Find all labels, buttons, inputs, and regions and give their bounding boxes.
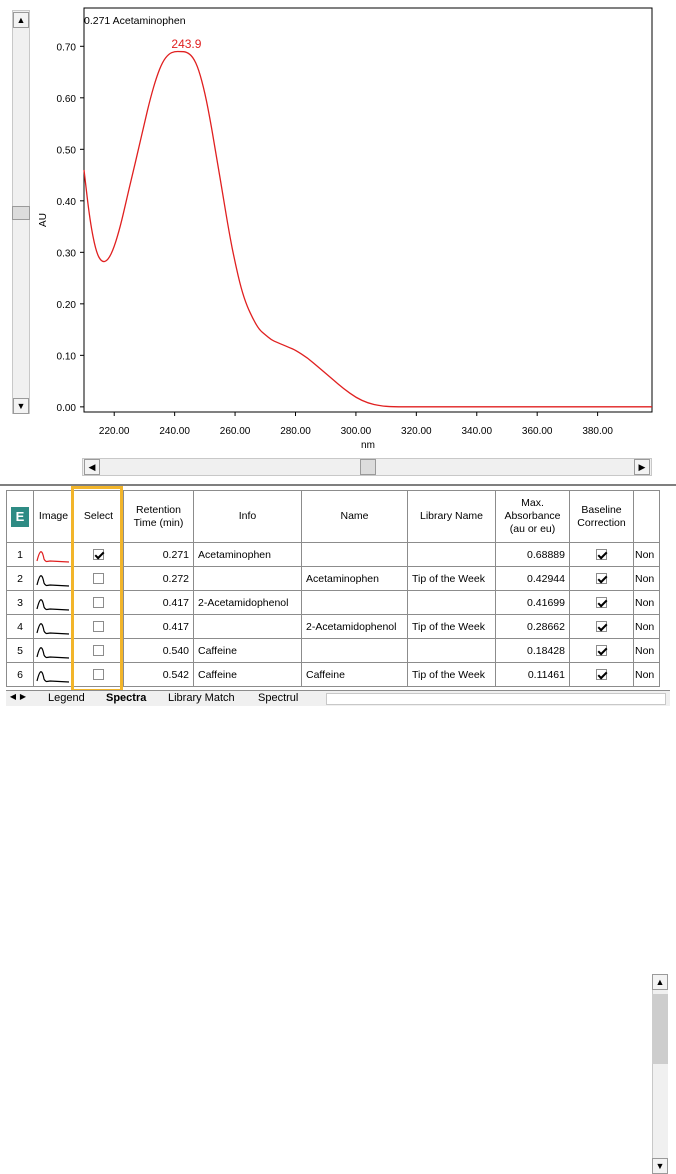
retention-time-cell: 0.540	[124, 639, 194, 663]
x-tick-label: 380.00	[582, 426, 613, 437]
grid-vertical-scroll-thumb[interactable]	[652, 994, 668, 1064]
name-cell	[302, 543, 408, 567]
baseline-correction-cell[interactable]	[570, 663, 634, 687]
name-cell	[302, 639, 408, 663]
y-tick-label: 0.00	[56, 402, 76, 414]
baseline-checkbox[interactable]	[596, 621, 607, 632]
max-absorbance-cell: 0.11461	[496, 663, 570, 687]
table-row[interactable]	[7, 567, 660, 591]
empower-logo-icon: E	[11, 507, 29, 527]
baseline-correction-cell[interactable]	[570, 591, 634, 615]
column-header-baseline-correction[interactable]: Baseline Correction	[570, 491, 634, 543]
x-tick-label: 360.00	[521, 426, 553, 437]
x-tick-label: 260.00	[219, 426, 251, 437]
retention-time-cell: 0.417	[124, 615, 194, 639]
spectrum-thumbnail-icon	[36, 617, 70, 637]
retention-time-cell: 0.417	[124, 591, 194, 615]
extra-cell: Non	[634, 663, 660, 687]
column-header-retention-time[interactable]: Retention Time (min)	[124, 491, 194, 543]
scroll-right-icon[interactable]: ▶	[634, 459, 650, 475]
y-tick-label: 0.50	[56, 145, 76, 157]
table-row[interactable]	[7, 639, 660, 663]
library-name-cell: Tip of the Week	[408, 615, 496, 639]
max-absorbance-cell: 0.18428	[496, 639, 570, 663]
tab-legend[interactable]: Legend	[48, 692, 85, 704]
column-header-info[interactable]: Info	[194, 491, 302, 543]
select-checkbox-cell[interactable]	[74, 543, 124, 567]
column-header-extra[interactable]	[634, 491, 660, 543]
y-axis-label: AU	[38, 213, 49, 227]
peak-label: 243.9	[171, 36, 202, 51]
chart-series	[84, 52, 652, 407]
row-number[interactable]: 5	[7, 639, 34, 663]
table-row[interactable]	[7, 615, 660, 639]
baseline-correction-cell[interactable]	[570, 639, 634, 663]
info-cell: Caffeine	[194, 639, 302, 663]
max-absorbance-cell: 0.28662	[496, 615, 570, 639]
name-cell	[302, 591, 408, 615]
plot-frame	[84, 8, 652, 412]
extra-cell: Non	[634, 543, 660, 567]
tab-next-icon[interactable]: ▶	[19, 692, 27, 701]
library-name-cell	[408, 639, 496, 663]
tab-spectra[interactable]: Spectra	[106, 692, 147, 704]
spectrum-thumbnail-icon	[36, 545, 70, 565]
row-number[interactable]: 6	[7, 663, 34, 687]
baseline-checkbox[interactable]	[596, 573, 607, 584]
y-tick-label: 0.20	[56, 299, 76, 311]
tab-prev-icon[interactable]: ◀	[9, 692, 17, 701]
spectrum-thumbnail-icon	[36, 593, 70, 613]
spectrum-line	[84, 52, 652, 407]
row-number[interactable]: 4	[7, 615, 34, 639]
tab-spectrum[interactable]: Spectrul	[258, 692, 299, 704]
x-tick-label: 240.00	[159, 426, 190, 437]
spectrum-chart	[0, 0, 676, 484]
library-name-cell: Tip of the Week	[408, 567, 496, 591]
select-checkbox[interactable]	[93, 621, 104, 632]
x-tick-label: 320.00	[401, 426, 432, 437]
chart-title: 0.271 Acetaminophen	[84, 15, 186, 27]
info-cell: 2-Acetamidophenol	[194, 591, 302, 615]
x-tick-label: 300.00	[340, 426, 372, 437]
spectrum-thumbnail[interactable]	[34, 567, 74, 591]
name-cell: Acetaminophen	[302, 567, 408, 591]
select-checkbox[interactable]	[93, 597, 104, 608]
x-tick-label: 220.00	[98, 426, 130, 437]
name-cell: 2-Acetamidophenol	[302, 615, 408, 639]
extra-cell: Non	[634, 615, 660, 639]
table-row[interactable]	[7, 591, 660, 615]
baseline-checkbox[interactable]	[596, 597, 607, 608]
spectrum-thumbnail[interactable]	[34, 591, 74, 615]
table-body	[7, 543, 660, 687]
grid-scroll-up-icon[interactable]: ▲	[652, 974, 668, 990]
spectrum-thumbnail-icon	[36, 641, 70, 661]
chart-axes	[84, 8, 652, 412]
retention-time-cell: 0.271	[124, 543, 194, 567]
spectrum-plot-pane	[0, 0, 676, 484]
table-logo-cell[interactable]	[7, 491, 34, 543]
scroll-left-icon[interactable]: ◀	[84, 459, 100, 475]
spectrum-thumbnail-icon	[36, 569, 70, 589]
select-checkbox[interactable]	[93, 645, 104, 656]
y-tick-label: 0.10	[56, 351, 76, 363]
info-cell	[194, 567, 302, 591]
table-row[interactable]	[7, 663, 660, 687]
y-tick-label: 0.60	[56, 93, 76, 105]
select-checkbox[interactable]	[93, 669, 104, 680]
max-absorbance-cell: 0.42944	[496, 567, 570, 591]
table-row[interactable]	[7, 543, 660, 567]
library-name-cell	[408, 543, 496, 567]
select-checkbox-cell[interactable]	[74, 591, 124, 615]
tab-library-match[interactable]: Library Match	[168, 692, 235, 704]
select-checkbox[interactable]	[93, 549, 104, 560]
extra-cell: Non	[634, 591, 660, 615]
spectrum-thumbnail[interactable]	[34, 543, 74, 567]
spectrum-thumbnail-icon	[36, 665, 70, 685]
plot-vertical-scroll-thumb[interactable]	[12, 206, 30, 220]
x-tick-label: 280.00	[280, 426, 311, 437]
row-number[interactable]: 3	[7, 591, 34, 615]
y-tick-label: 0.30	[56, 248, 76, 260]
library-name-cell: Tip of the Week	[408, 663, 496, 687]
column-header-select[interactable]: Select	[74, 491, 124, 543]
column-header-name[interactable]: Name	[302, 491, 408, 543]
extra-cell: Non	[634, 639, 660, 663]
x-tick-label: 340.00	[461, 426, 493, 437]
baseline-checkbox[interactable]	[596, 669, 607, 680]
select-checkbox-cell[interactable]	[74, 639, 124, 663]
column-header-library-name[interactable]: Library Name	[408, 491, 496, 543]
table-header-row	[7, 491, 660, 543]
info-cell	[194, 615, 302, 639]
scroll-up-icon[interactable]: ▲	[13, 12, 29, 28]
info-cell: Acetaminophen	[194, 543, 302, 567]
row-number[interactable]: 1	[7, 543, 34, 567]
spectra-table	[6, 490, 660, 687]
extra-cell: Non	[634, 567, 660, 591]
library-name-cell	[408, 591, 496, 615]
select-checkbox[interactable]	[93, 573, 104, 584]
baseline-correction-cell[interactable]	[570, 543, 634, 567]
baseline-checkbox[interactable]	[596, 549, 607, 560]
spectra-grid-pane	[0, 484, 676, 1171]
select-checkbox-cell[interactable]	[74, 615, 124, 639]
spectrum-thumbnail[interactable]	[34, 663, 74, 687]
baseline-correction-cell[interactable]	[570, 615, 634, 639]
y-tick-label: 0.70	[56, 42, 76, 54]
baseline-correction-cell[interactable]	[570, 567, 634, 591]
max-absorbance-cell: 0.68889	[496, 543, 570, 567]
chart-ticks	[57, 42, 614, 437]
spectrum-thumbnail[interactable]	[34, 615, 74, 639]
y-tick-label: 0.40	[56, 196, 76, 208]
baseline-checkbox[interactable]	[596, 645, 607, 656]
name-cell: Caffeine	[302, 663, 408, 687]
grid-scroll-down-icon[interactable]: ▼	[652, 1158, 668, 1174]
row-number[interactable]: 2	[7, 567, 34, 591]
info-cell: Caffeine	[194, 663, 302, 687]
select-checkbox-cell[interactable]	[74, 567, 124, 591]
retention-time-cell: 0.542	[124, 663, 194, 687]
scroll-down-icon[interactable]: ▼	[13, 398, 29, 414]
select-checkbox-cell[interactable]	[74, 663, 124, 687]
column-header-max-absorbance[interactable]: Max. Absorbance (au or eu)	[496, 491, 570, 543]
spectrum-thumbnail[interactable]	[34, 639, 74, 663]
plot-horizontal-scroll-thumb[interactable]	[360, 459, 376, 475]
max-absorbance-cell: 0.41699	[496, 591, 570, 615]
retention-time-cell: 0.272	[124, 567, 194, 591]
tab-horizontal-scrollbar[interactable]	[326, 693, 666, 705]
x-axis-label: nm	[361, 440, 375, 451]
bottom-tab-bar	[6, 690, 670, 706]
column-header-image[interactable]: Image	[34, 491, 74, 543]
